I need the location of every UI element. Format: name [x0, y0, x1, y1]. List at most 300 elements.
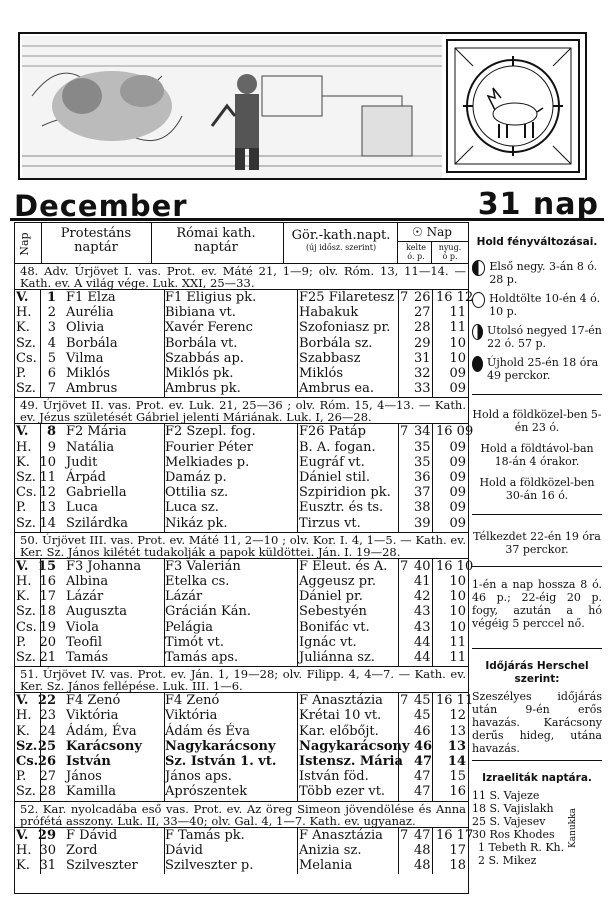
cell-num: 25	[37, 738, 56, 754]
cell-prot: Szilveszter	[66, 858, 138, 873]
cell-gor: Ambrus ea.	[299, 381, 375, 397]
sidebar-divider-1	[472, 394, 602, 395]
cell-wd: V.	[16, 424, 29, 440]
cell-num: 2	[47, 305, 56, 321]
cell-prot: Vilma	[66, 350, 104, 366]
cell-km: 26	[414, 290, 431, 305]
cell-rom: Melkiades p.	[165, 454, 250, 470]
cell-wd: H.	[16, 842, 32, 858]
phase-4-text: Újhold 25-én 18 óra 49 perckor.	[487, 356, 599, 382]
cell-rom: Nikáz pk.	[165, 515, 228, 531]
cell-rom: Ádám és Éva	[165, 723, 251, 739]
cell-num: 9	[47, 439, 56, 455]
cell-wd: Sz.	[16, 515, 36, 531]
sidebar-divider-4	[472, 648, 602, 649]
column-divider	[164, 423, 165, 531]
cell-rom: Ambrus pk.	[165, 381, 241, 397]
cell-num: 24	[39, 723, 56, 739]
week-note: 52. Kar. nyolcadába eső vas. Prot. ev. Az öreg Simeon jövendölése és Anna prófétá asszony. Luk. II, 33—40; olv. Gal. 4, 1—7. Kath. ev. ugyanaz.	[20, 801, 466, 828]
cell-km: 38	[414, 500, 431, 516]
col-header-nyug-1: nyug.	[438, 243, 462, 252]
cell-wd: Cs.	[16, 619, 37, 635]
cell-km: 44	[414, 634, 431, 650]
cell-km: 47	[414, 769, 431, 785]
days-count: 31 nap	[477, 187, 599, 222]
column-divider	[164, 289, 165, 397]
cell-prot: F1 Elza	[66, 290, 116, 305]
cell-km: 27	[414, 305, 431, 321]
cell-num: 19	[39, 619, 56, 635]
last-quarter-moon-icon	[472, 324, 483, 340]
cell-km: 48	[414, 858, 431, 873]
cell-rom: Tamás aps.	[165, 650, 239, 665]
cell-prot: Auguszta	[66, 604, 127, 620]
cell-ny: 09	[449, 381, 466, 397]
col-header-protestans-2: naptár	[74, 240, 118, 255]
cell-km: 28	[414, 320, 431, 336]
cell-rom: Etelka cs.	[165, 574, 230, 589]
cell-gor: Borbála sz.	[299, 335, 373, 351]
column-divider	[40, 558, 41, 666]
cell-num: 26	[37, 754, 56, 769]
cell-prot: Aurélia	[66, 305, 114, 321]
cell-km: 44	[414, 650, 431, 665]
header-column-divider	[41, 223, 42, 263]
cell-rom: F4 Zenó	[165, 693, 220, 709]
moon-title: Hold fényváltozásai.	[476, 236, 598, 248]
cell-ny: 16 17	[436, 827, 474, 843]
cell-gor: Nagykarácsony	[299, 738, 410, 754]
cell-num: 31	[39, 858, 56, 873]
jewish-item-5: 1 Tebeth R. Kh.	[478, 841, 565, 854]
cell-wd: P.	[16, 366, 27, 381]
col-header-protestans	[37, 227, 155, 255]
cell-rom: Nagykarácsony	[165, 738, 276, 754]
month-title: December	[14, 189, 188, 223]
column-divider	[164, 692, 165, 800]
cell-gor: Istensz. Mária	[299, 754, 403, 769]
cell-ny: 18	[449, 858, 466, 873]
cell-prot: Ambrus	[66, 381, 118, 397]
column-divider	[432, 423, 433, 531]
cell-ny: 14	[447, 754, 466, 769]
cell-wd: V.	[16, 693, 29, 709]
cell-ny: 09	[449, 470, 466, 485]
cell-gor: F26 Patáp	[299, 424, 366, 440]
weather-text: Szeszélyes időjárás után 9-én erős havazás. Karácsony derűs hideg, utána havazás.	[472, 690, 602, 755]
cell-rom: Luca sz.	[165, 500, 219, 516]
header-column-divider	[431, 241, 432, 263]
cell-ny: 09	[449, 454, 466, 470]
sidebar-divider-2	[472, 514, 602, 515]
cell-num: 20	[39, 634, 56, 650]
perigee-1: Hold a földközel-ben 5-én 23 ó.	[472, 408, 602, 434]
cell-wd: H.	[16, 439, 32, 455]
cell-num: 11	[39, 470, 56, 485]
jewish-item-4: 30 Ros Khodes	[472, 828, 555, 841]
cell-wd: H.	[16, 305, 32, 321]
cell-wd: K.	[16, 454, 30, 470]
cell-prot: Lázár	[66, 589, 104, 605]
cell-prot: Borbála	[66, 335, 118, 351]
cell-rom: Sz. István 1. vt.	[165, 754, 277, 769]
phase-full-moon	[472, 292, 602, 318]
cell-wd: H.	[16, 708, 32, 724]
winter-start: Télkezdet 22-én 19 óra 37 perckor.	[473, 530, 601, 556]
col-header-gorog-1: Gör.-kath.napt.	[291, 228, 391, 243]
ornament-panel	[443, 36, 583, 176]
cell-gor: Kar. előbőjt.	[299, 723, 379, 739]
cell-ny: 16 09	[436, 424, 474, 440]
cell-prot: Luca	[66, 500, 99, 516]
cell-prot: János	[66, 769, 102, 785]
cell-km: 47	[414, 827, 431, 843]
cell-km: 32	[414, 366, 431, 381]
title-rule	[10, 218, 604, 221]
col-header-kelte	[399, 243, 433, 261]
cell-rom: Xavér Ferenc	[165, 320, 253, 336]
col-header-romai	[153, 227, 279, 255]
col-header-kelte-2: ó. p.	[407, 252, 425, 261]
cell-prot: F Dávid	[66, 827, 118, 843]
cell-rom: F Tamás pk.	[165, 827, 245, 843]
cell-gor: Szofoniasz pr.	[299, 320, 391, 336]
cell-rom: Damáz p.	[165, 470, 227, 485]
jewish-item-6: 2 S. Mikez	[478, 854, 537, 867]
moon-phases	[472, 260, 602, 382]
col-header-nyug-2: ó p.	[442, 252, 458, 261]
cell-wd: Sz.	[16, 738, 38, 754]
cell-wd: V.	[16, 558, 29, 574]
cell-km: 47	[414, 784, 431, 800]
cell-num: 14	[39, 515, 56, 531]
cell-gor: Krétai 10 vt.	[299, 708, 382, 724]
cell-num: 16	[39, 574, 56, 589]
column-divider	[398, 558, 399, 666]
cell-rom: Bibiana vt.	[165, 305, 236, 321]
cell-ny: 09	[449, 515, 466, 531]
weather-title-text: Időjárás Herschel szerint:	[485, 660, 589, 685]
column-divider	[398, 827, 399, 875]
cell-prot: Gabriella	[66, 485, 127, 501]
cell-km: 47	[414, 754, 433, 769]
cell-km: 36	[414, 470, 431, 485]
col-header-kelte-1: kelte	[405, 243, 427, 252]
cell-rom: F2 Szepl. fog.	[165, 424, 256, 440]
cell-gor: Eugráf vt.	[299, 454, 365, 470]
header-banner	[18, 32, 587, 180]
cell-gor: Melania	[299, 858, 353, 873]
cell-ny: 09	[449, 500, 466, 516]
col-header-gorog-2: (új idősz. szerint)	[305, 243, 377, 252]
cell-gor: Sebestyén	[299, 604, 367, 620]
column-divider	[398, 423, 399, 531]
cell-ny: 09	[449, 366, 466, 381]
cell-prot: Ádám, Éva	[66, 723, 137, 739]
header-column-divider	[151, 223, 152, 263]
cell-ny: 10	[449, 604, 466, 620]
cell-prot: F2 Mária	[66, 424, 127, 440]
week-note: 51. Úrjövet IV. vas. Prot. ev. Ján. 1, 19—28; olv. Filipp. 4, 4—7. — Kath. ev. Ker. Sz. János fellépése. Luk. III. 1—6.	[20, 667, 466, 694]
cell-gor: Szpiridion pk.	[299, 485, 391, 501]
week-note: 50. Úrjövet III. vas. Prot. ev. Máté 11, 2—10 ; olv. Kor. I. 4, 1—5. — Kath. ev. Ker. Sz. János kilétét tudakolják a papok küldöttei. Ján. I. 19—28.	[20, 532, 466, 559]
cell-prot: F4 Zenó	[66, 693, 121, 709]
cell-gor: Bonifác vt.	[299, 619, 370, 635]
cell-prot: Judit	[66, 454, 98, 470]
cell-wd: Sz.	[16, 470, 36, 485]
cell-ny: 10	[449, 589, 466, 605]
cell-ny: 11	[449, 305, 466, 321]
cell-km: 39	[414, 515, 431, 531]
cell-gor: István föd.	[299, 769, 369, 785]
cell-ny: 11	[449, 634, 466, 650]
cell-wd: P.	[16, 634, 27, 650]
cell-gor: Juliánna sz.	[299, 650, 375, 665]
cell-wd: P.	[16, 769, 27, 785]
sun-header-divider	[397, 241, 468, 242]
cell-rom: F3 Valerián	[165, 558, 241, 574]
phase-first-quarter	[472, 260, 602, 286]
new-moon-icon	[472, 356, 483, 372]
day-length: 1-én a nap hossza 8 ó. 46 p.; 22-éig 20 p. fogy, azután a hó végéig 5 perccel nő.	[472, 578, 602, 630]
week-note: 49. Úrjövet II. vas. Prot. ev. Luk. 21, 25—36 ; olv. Róm. 15, 4—13. — Kath. ev. Jézus születését Gábriel jelenti Máriának. Luk. I, 26—28.	[20, 398, 466, 425]
cell-km: 35	[414, 439, 431, 455]
cell-prot: Viola	[66, 619, 100, 635]
cell-num: 8	[46, 424, 56, 440]
cell-rom: Aprószentek	[165, 784, 248, 800]
cell-ny: 10	[449, 350, 466, 366]
cell-gor: Ignác vt.	[299, 634, 357, 650]
cell-km: 45	[414, 708, 431, 724]
cell-ny: 09	[449, 485, 466, 501]
cell-prot: Natália	[66, 439, 115, 455]
cell-km: 42	[414, 589, 431, 605]
cell-ny: 10	[449, 619, 466, 635]
cell-num: 1	[46, 290, 56, 305]
cell-gor: Dániel stil.	[299, 470, 371, 485]
column-divider	[40, 289, 41, 397]
cell-ny: 15	[449, 769, 466, 785]
cell-wd: K.	[16, 589, 30, 605]
column-divider	[164, 827, 165, 875]
cell-ny: 11	[449, 320, 466, 336]
col-header-nap: Nap	[18, 232, 31, 256]
cell-ny: 16	[449, 784, 466, 800]
column-divider	[398, 692, 399, 800]
cell-rom: Timót vt.	[165, 634, 225, 650]
cell-ny: 11	[449, 650, 466, 665]
col-header-sun: ☉ Nap	[412, 225, 452, 239]
cell-rom: Szilveszter p.	[165, 858, 254, 873]
column-divider	[398, 289, 399, 397]
cell-gor: B. A. fogan.	[299, 439, 376, 455]
col-header-gorog	[286, 229, 396, 253]
cell-km: 48	[414, 842, 431, 858]
cell-gor: Tirzus vt.	[299, 515, 361, 531]
cell-prot: István	[66, 754, 111, 769]
cell-prot: Viktória	[66, 708, 119, 724]
cell-km: 45	[414, 693, 431, 709]
column-divider	[297, 692, 298, 800]
cell-kh: 7	[400, 693, 409, 709]
cell-gor: F Anasztázia	[299, 827, 383, 843]
cell-num: 30	[39, 842, 56, 858]
cell-prot: Albina	[66, 574, 109, 589]
cell-wd: V.	[16, 290, 29, 305]
cell-rom: F1 Eligius pk.	[165, 290, 257, 305]
cell-num: 18	[39, 604, 56, 620]
week-note: 48. Adv. Úrjövet I. vas. Prot. ev. Máté 21, 1—9; olv. Róm. 13, 11—14. — Kath. ev. A világ vége. Luk. XXI, 25—33.	[20, 264, 466, 290]
cell-gor: F Anasztázia	[299, 693, 383, 709]
sidebar-divider-5	[472, 760, 602, 761]
first-quarter-moon-icon	[472, 260, 485, 276]
cell-ny: 16 11	[436, 693, 474, 709]
cell-rom: Pelágia	[165, 619, 213, 635]
cell-gor: Eusztr. és ts.	[299, 500, 384, 516]
apogee: Hold a földtávol-ban 18-án 4 órakor.	[480, 442, 594, 468]
cell-kh: 7	[400, 424, 409, 440]
cell-kh: 7	[400, 290, 409, 305]
cell-prot: Olivia	[66, 320, 105, 336]
cell-wd: P.	[16, 500, 27, 516]
cell-num: 13	[39, 500, 56, 516]
cell-rom: Ottilia sz.	[165, 485, 229, 501]
cell-wd: Sz.	[16, 604, 36, 620]
cell-ny: 16 12	[436, 290, 474, 305]
column-divider	[40, 423, 41, 531]
cell-wd: Sz.	[16, 381, 36, 397]
cell-rom: Szabbás ap.	[165, 350, 244, 366]
cell-kh: 7	[400, 827, 409, 843]
cell-num: 12	[39, 485, 56, 501]
cell-rom: Viktória	[165, 708, 218, 724]
cell-num: 29	[37, 827, 56, 843]
cell-rom: Miklós pk.	[165, 366, 234, 381]
cell-num: 21	[39, 650, 56, 665]
weather-title	[472, 660, 602, 686]
cell-wd: K.	[16, 723, 30, 739]
cell-km: 46	[414, 738, 433, 754]
phase-3-text: Utolsó negyed 17-én 22 ó. 57 p.	[487, 324, 602, 350]
cell-wd: K.	[16, 320, 30, 336]
cell-ny: 10	[449, 335, 466, 351]
cell-num: 22	[37, 693, 56, 709]
jewish-item-1: 11 S. Vajeze	[472, 789, 540, 802]
cell-ny: 09	[449, 439, 466, 455]
cell-ny: 17	[449, 842, 466, 858]
cell-gor: F Eleut. és A.	[299, 558, 388, 574]
cell-wd: Cs.	[16, 485, 37, 501]
cell-km: 29	[414, 335, 431, 351]
cell-prot: Kamilla	[66, 784, 117, 800]
cell-rom: Borbála vt.	[165, 335, 238, 351]
cell-gor: Több ezer vt.	[299, 784, 386, 800]
column-divider	[432, 827, 433, 875]
sidebar	[472, 236, 602, 249]
phase-new-moon	[472, 356, 602, 382]
cell-km: 41	[414, 574, 431, 589]
cell-prot: Zord	[66, 842, 98, 858]
column-divider	[432, 692, 433, 800]
col-header-protestans-1: Protestáns	[60, 226, 132, 241]
cell-km: 31	[414, 350, 431, 366]
cell-wd: K.	[16, 858, 30, 873]
jewish-title: Izraeliták naptára.	[482, 772, 592, 784]
cell-wd: Cs.	[16, 754, 39, 769]
column-divider	[297, 827, 298, 875]
header-column-divider	[397, 223, 398, 263]
column-divider	[432, 558, 433, 666]
full-moon-icon	[472, 292, 485, 308]
jewish-side-label: Kanukka	[568, 808, 578, 848]
cell-num: 15	[37, 558, 56, 574]
cell-km: 43	[414, 604, 431, 620]
cell-rom: János aps.	[165, 769, 232, 785]
cell-wd: Cs.	[16, 350, 37, 366]
cell-prot: Karácsony	[66, 738, 142, 754]
cell-km: 34	[414, 424, 431, 440]
jewish-item-3: 25 S. Vajesev	[472, 815, 546, 828]
cell-prot: Teofil	[66, 634, 103, 650]
cell-prot: Szilárdka	[66, 515, 128, 531]
cell-num: 7	[47, 381, 56, 397]
cell-ny: 13	[447, 738, 466, 754]
illustration-scene	[22, 36, 442, 178]
cell-prot: Tamás	[66, 650, 109, 665]
goat-ornament	[443, 36, 583, 176]
col-header-nyug	[433, 243, 467, 261]
cell-gor: F25 Filaretesz	[299, 290, 395, 305]
cell-num: 10	[39, 454, 56, 470]
cell-km: 40	[414, 558, 431, 574]
cell-rom: Lázár	[165, 589, 203, 605]
cell-num: 3	[47, 320, 56, 336]
perigee-2: Hold a földközel-ben 30-án 16 ó.	[479, 476, 595, 502]
cell-kh: 7	[400, 558, 409, 574]
cell-num: 17	[39, 589, 56, 605]
column-divider	[40, 827, 41, 875]
cell-ny: 10	[449, 574, 466, 589]
cell-ny: 13	[449, 723, 466, 739]
column-divider	[297, 423, 298, 531]
cell-gor: Aggeusz pr.	[299, 574, 376, 589]
cell-km: 35	[414, 454, 431, 470]
phase-last-quarter	[472, 324, 602, 350]
header-column-divider	[283, 223, 284, 263]
cell-num: 27	[39, 769, 56, 785]
jewish-calendar	[472, 772, 602, 867]
column-divider	[297, 558, 298, 666]
cell-km: 46	[414, 723, 431, 739]
cell-wd: Sz.	[16, 784, 36, 800]
phase-1-text: Első negy. 3-án 8 ó. 28 p.	[489, 260, 598, 286]
cell-km: 43	[414, 619, 431, 635]
cell-wd: Sz.	[16, 650, 36, 665]
jewish-item-2: 18 S. Vajislakh	[472, 802, 554, 815]
col-header-romai-1: Római kath.	[176, 226, 256, 241]
sidebar-divider-3	[472, 566, 602, 567]
cell-gor: Anizia sz.	[299, 842, 362, 858]
col-header-romai-2: naptár	[194, 240, 238, 255]
cell-rom: Dávid	[165, 842, 203, 858]
cell-prot: Miklós	[66, 366, 111, 381]
phase-2-text: Holdtölte 10-én 4 ó. 10 p.	[489, 292, 601, 318]
cell-prot: Árpád	[66, 470, 106, 485]
column-divider	[297, 289, 298, 397]
cell-ny: 12	[449, 708, 466, 724]
cell-num: 5	[47, 350, 56, 366]
cell-km: 37	[414, 485, 431, 501]
